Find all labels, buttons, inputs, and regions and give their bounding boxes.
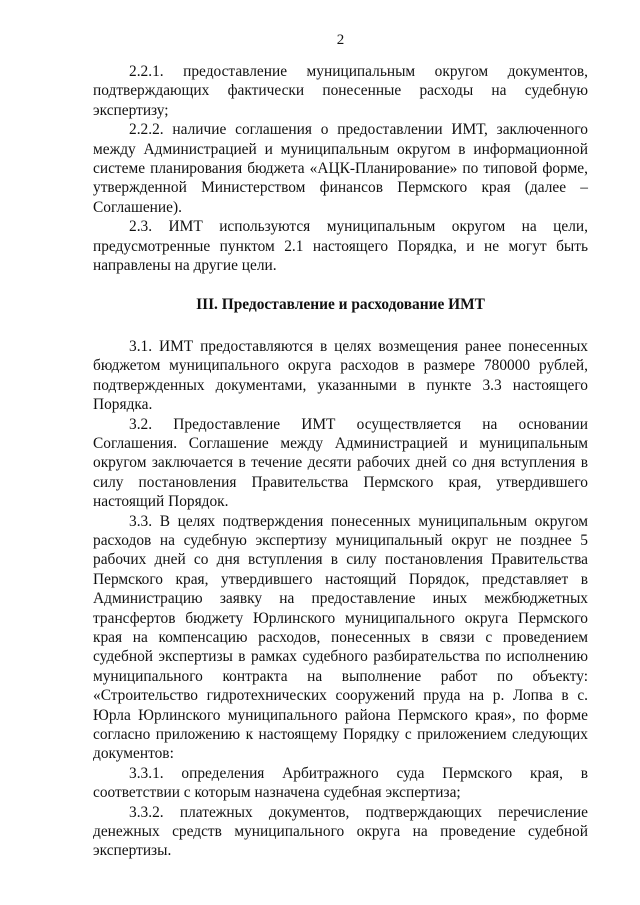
- paragraph-2-2-2: 2.2.2. наличие соглашения о предоставлении ИМТ, заключенного между Администрацией и муниципальным округом в информационной системе планирования бюджета «АЦК-Планирование» по типовой форме, утвержденной Министерством финансов Пермского края (далее – Соглашение).: [93, 121, 588, 216]
- paragraph-3-1: 3.1. ИМТ предоставляются в целях возмещения ранее понесенных бюджетом муниципального округа расходов в размере 780000 рублей, подтвержденных документами, указанными в пункте 3.3 настоящего Порядка.: [93, 337, 588, 414]
- paragraph-3-2: 3.2. Предоставление ИМТ осуществляется на основании Соглашения. Соглашение между Администрацией и муниципальным округом заключается в течение десяти рабочих дней со дня вступления в силу постановления Правительства Пермского края, утвердившего настоящий Порядок.: [93, 415, 588, 511]
- paragraph-3-3-2: 3.3.2. платежных документов, подтверждающих перечисление денежных средств муниципального округа на проведение судебной экспертизы.: [93, 803, 588, 860]
- paragraph-2-3: 2.3. ИМТ используются муниципальным округом на цели, предусмотренные пунктом 2.1 настоящего Порядка, и не могут быть направлены на другие цели.: [93, 218, 588, 275]
- section-heading: III. Предоставление и расходование ИМТ: [196, 296, 485, 314]
- page-number: 2: [336, 32, 345, 48]
- paragraph-3-3: 3.3. В целях подтверждения понесенных муниципальным округом расходов на судебную экспертизу муниципальный округ не позднее 5 рабочих дней со дня вступления в силу постановления Правительства Пермского края, утвердившего настоящий Порядок, представляет в Администрацию заявку на предоставление иных межбюджетных трансфертов бюджету Юрлинского муниципального округа Пермского края на компенсацию расходов, понесенных в связи с проведением судебной экспертизы в рамках судебного разбирательства по исполнению муниципального контракта на выполнение работ по объекту: «Строительство гидротехнических сооружений пруда на р. Лопва в с. Юрла Юрлинского муниципального района Пермского края», по форме согласно приложению к настоящему Порядку с приложением следующих документов:: [93, 512, 588, 763]
- paragraph-3-3-1: 3.3.1. определения Арбитражного суда Пермского края, в соответствии с которым назначена судебная экспертиза;: [93, 764, 588, 802]
- paragraph-2-2-1: 2.2.1. предоставление муниципальным округом документов, подтверждающих фактически понесенные расходы на судебную экспертизу;: [93, 63, 588, 119]
